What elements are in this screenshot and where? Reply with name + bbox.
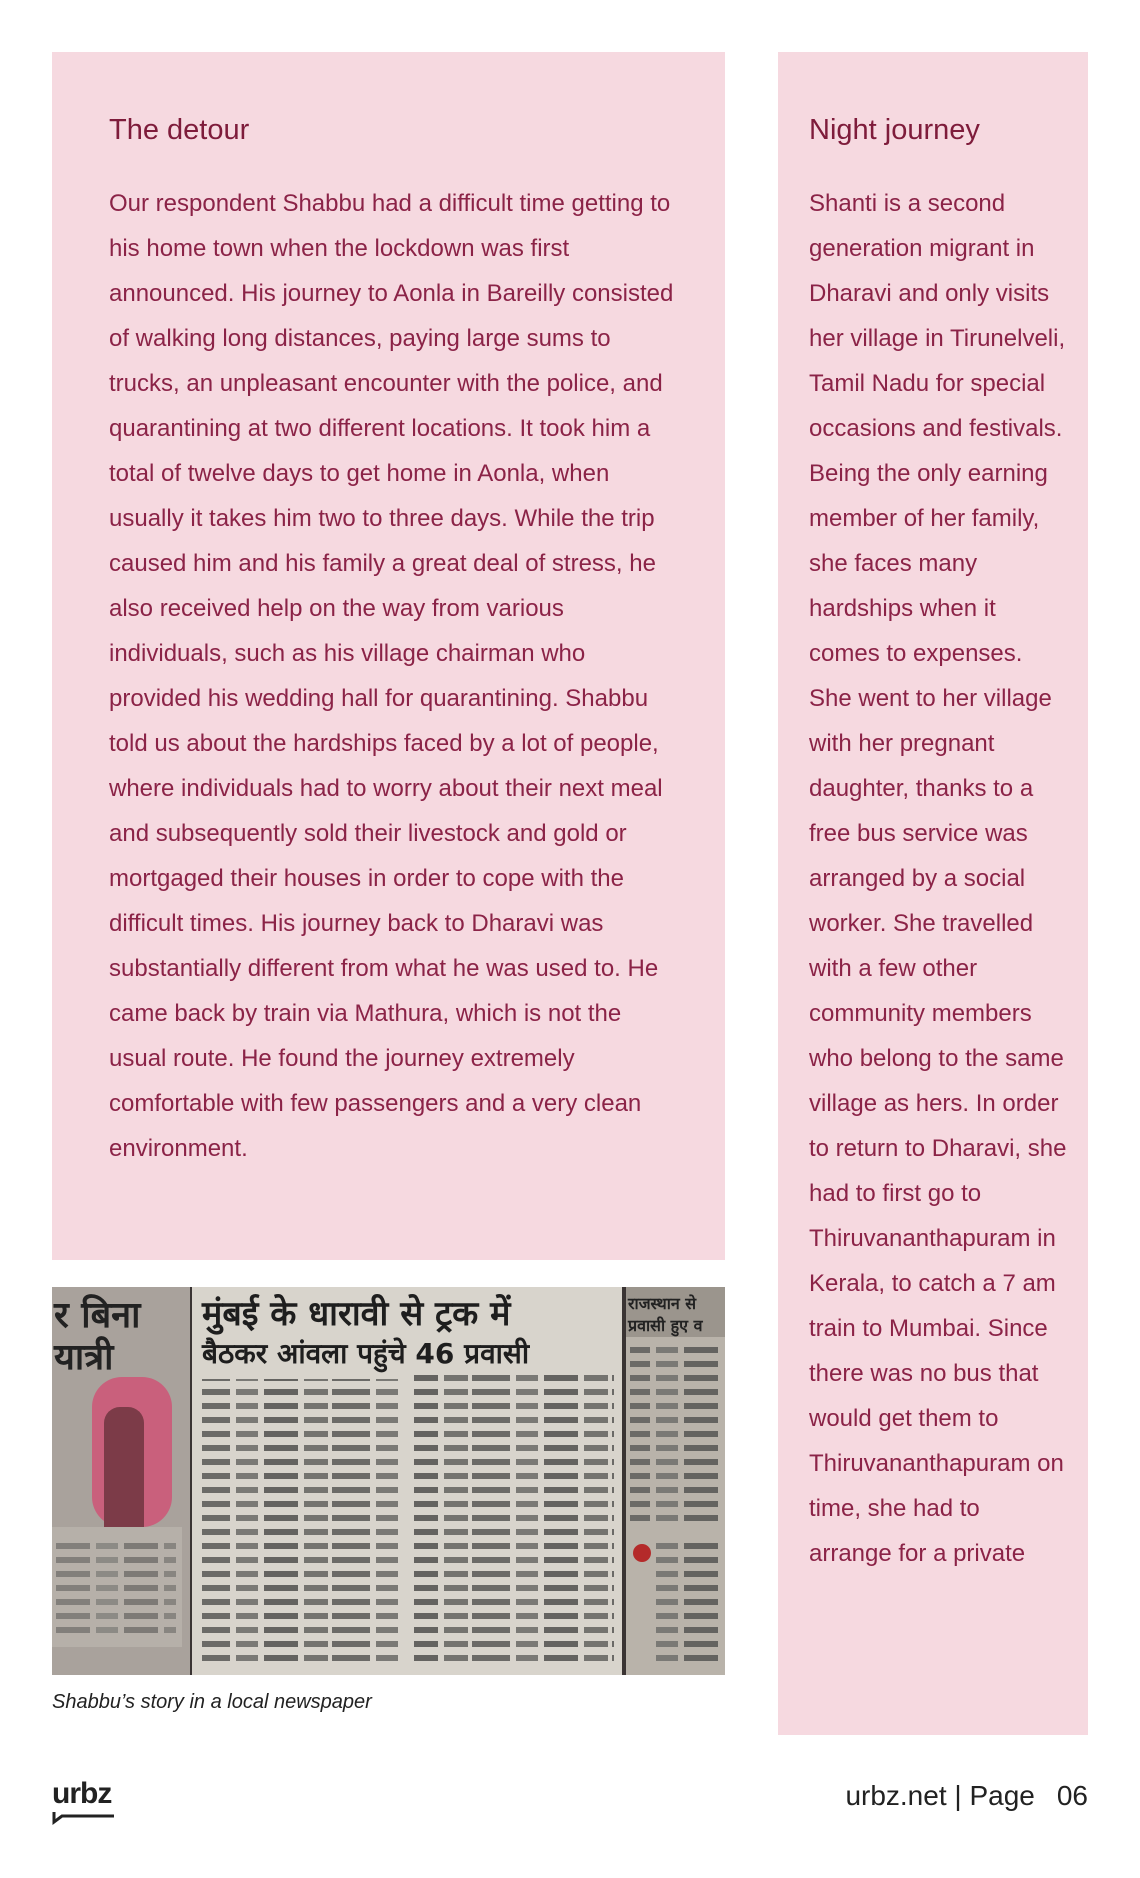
footer-site-label: urbz.net | Page: [845, 1780, 1035, 1811]
page-footer: [845, 1780, 1088, 1812]
right-section-body: Shanti is a second generation migrant in Dharavi and only visits her village in Tirunelveli, Tamil Nadu for special occasions and festivals. Being the only earning member of her family, she faces many hardships when it comes to expenses. She went to her village with her pregnant daughter, thanks to a free bus service was arranged by a social worker. She travelled with a few other community members who belong to the same village as hers. In order to return to Dharavi, she had to first go to Thiruvananthapuram in Kerala, to catch a 7 am train to Mumbai. Since there was no bus that would get them to Thiruvananthapuram on time, she had to arrange for a private: [809, 190, 1067, 1567]
logo-wordmark: urbz: [52, 1777, 112, 1810]
right-text-panel: [778, 52, 1088, 1735]
left-text-panel: [52, 52, 725, 1260]
newspaper-right-fragment-line1: राजस्थान से: [628, 1294, 697, 1313]
newspaper-clipping-image: [52, 1287, 725, 1675]
newspaper-right-fragment-line2: प्रवासी हुए व: [628, 1316, 703, 1335]
image-caption: Shabbu’s story in a local newspaper: [52, 1691, 372, 1713]
newspaper-headline-line1: मुंबई के धारावी से ट्रक में: [202, 1294, 511, 1334]
urbz-logo: [52, 1778, 122, 1828]
page-number: 06: [1056, 1780, 1088, 1811]
newspaper-left-fragment-line2: यात्री: [54, 1337, 114, 1378]
right-section-title: Night journey: [809, 114, 980, 146]
left-section-body: Our respondent Shabbu had a difficult time getting to his home town when the lockdown was first announced. His journey to Aonla in Bareilly consisted of walking long distances, paying large sums to trucks, an unpleasant encounter with the police, and quarantining at two different locations. It took him a total of twelve days to get home in Aonla, when usually it takes him two to three days. While the trip caused him and his family a great deal of stress, he also received help on the way from various individuals, such as his village chairman who provided his wedding hall for quarantining. Shabbu told us about the hardships faced by a lot of people, where individuals had to worry about their next meal and subsequently sold their livestock and gold or mortgaged their houses in order to cope with the difficult times. His journey back to Dharavi was substantially different from what he was used to. He came back by train via Mathura, which is not the usual route. He found the journey extremely comfortable with few passengers and a very clean environment.: [109, 190, 674, 1162]
logo-underline-icon: [52, 1810, 118, 1826]
left-section-title: The detour: [109, 114, 250, 146]
newspaper-left-fragment-line1: र बिना: [54, 1295, 141, 1336]
newspaper-headline-line2: बैठकर आंवला पहुंचे 46 प्रवासी: [202, 1337, 530, 1370]
